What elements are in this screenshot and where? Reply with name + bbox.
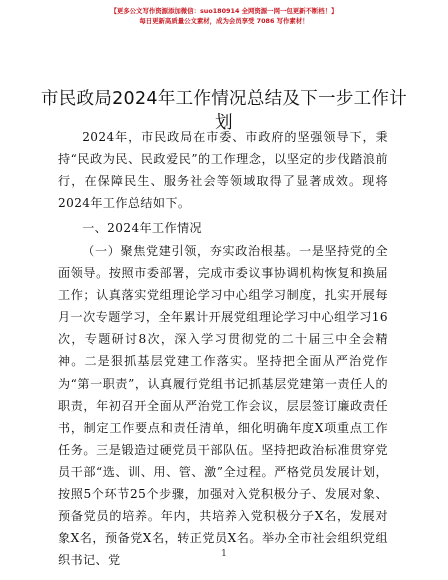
body-paragraph-text: （一）聚焦党建引领，夯实政治根基。一是坚持党的全面领导。按照市委部署，完成市委议事协调机构恢复和换届工作；认真落实党组理论学习中心组学习制度，扎实开展每月一次专题学习，全年累计开展党组理论学习中心组学习16次，专题研讨8次，深入学习贯彻党的二十届三中全会精神。二是狠抓基层党建工作落实。坚持把全面从严治党作为“第一职责”，认真履行党组书记抓基层党建第一责任人的职责，年初召开全面从严治党工作会议，层层签订廉政责任书，制定工作要点和责任清单，细化明确年度X项重点工作任务。三是锻造过硬党员干部队伍。坚持把政治标准贯穿党员干部“选、训、用、管、激”全过程。严格党员发展计划，按照5个环节25个步骤，加强对入党积极分子、发展对象、预备党员的培养。年内，共培养入党积极分子X名，发展对象X名，预备党X名，转正党员X名。举办全市社会组织党组织书记、党 <box>58 244 388 568</box>
body-paragraph <box>58 240 388 571</box>
document-title: 市民政局2024年工作情况总结及下一步工作计划 <box>40 89 408 133</box>
promo-banner <box>0 6 448 26</box>
section-heading-text: 一、2024年工作情况 <box>82 221 203 235</box>
promo-banner-line-1: 【更多公文写作资源添加微信：suo180914 全网资源一网一包更新不断档！】 <box>110 7 338 15</box>
intro-paragraph <box>58 126 388 214</box>
section-heading <box>58 217 388 239</box>
intro-text: 2024年，市民政局在市委、市政府的坚强领导下，秉持“民政为民、民政爱民”的工作理念，以坚定的步伐踏浪前行，在保障民生、服务社会等领域取得了显著成效。现将2024年工作总结如下。 <box>58 130 388 211</box>
page-number: 1 <box>221 549 227 559</box>
promo-banner-line-2: 每日更新高质量公文素材，成为会员享受 7086 写作素材！ <box>139 17 309 25</box>
